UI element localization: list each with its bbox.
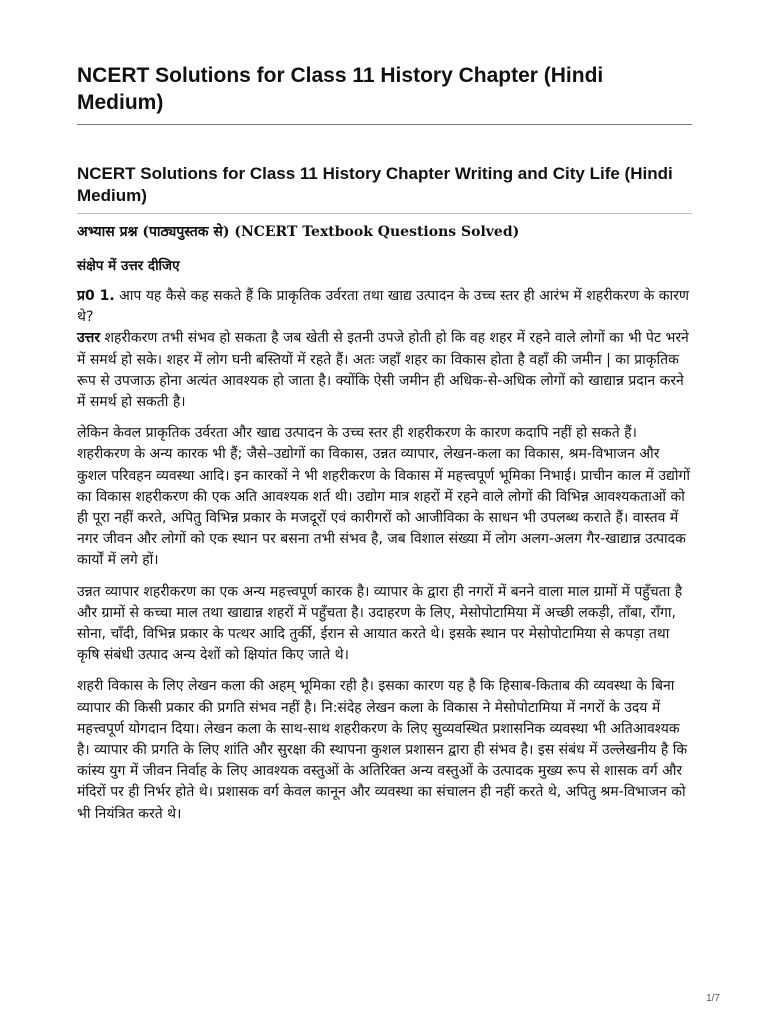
document-subtitle: NCERT Solutions for Class 11 History Chapter Writing and City Life (Hindi Medium) (77, 163, 692, 214)
exercise-heading: अभ्यास प्रश्न (पाठ्यपुस्तक से) (NCERT Textbook Questions Solved) (77, 224, 520, 240)
paragraph-2: लेकिन केवल प्राकृतिक उर्वरता और खाद्य उत्पादन के उच्च स्तर ही शहरीकरण के कारण कदापि नहीं हो सकते हैं। शहरीकरण के अन्य कारक भी हैं; जैसे–उद्योगों का विकास, उन्नत व्यापार, लेखन-कला का विकास, श्रम-विभाजन और कुशल परिवहन व्यवस्था आदि। इन कारकों ने भी शहरीकरण के विकास में महत्त्वपूर्ण भूमिका निभाई। प्राचीन काल में उद्योगों का विकास शहरीकरण की एक अति आवश्यक शर्त थी। उद्योग मात्र शहरों में रहने वाले लोगों की विभिन्न आवश्यकताओं को ही पूरा नहीं करते, अपितु विभिन्न प्रकार के मजदूरों एवं कारीगरों को आजीविका के साधन भी उपलब्ध कराते हैं। वास्तव में नगर जीवन और लोगों को एक स्थान पर बसना तभी संभव है, जब विशाल संख्या में लोग अलग-अलग गैर-खाद्यान्न उत्पादक कार्यों में लगे हों। (77, 425, 690, 569)
question-1 (77, 286, 692, 328)
question-label: प्र0 1. (77, 288, 115, 304)
paragraph-3: उन्नत व्यापार शहरीकरण का एक अन्य महत्त्वपूर्ण कारक है। व्यापार के द्वारा ही नगरों में बनने वाला माल ग्रामों में पहुँचता है और ग्रामों से कच्चा माल तथा खाद्यान्न शहरों में पहुँचता है। उदाहरण के लिए, मेसोपोटामिया में अच्छी लकड़ी, ताँबा, राँगा, सोना, चाँदी, विभिन्न प्रकार के पत्थर आदि तुर्की, ईरान से आयात करते थे। इसके स्थान पर मेसोपोटामिया से कपड़ा तथा कृषि संबंधी उत्पाद अन्य देशों को क्षियांत किए जाते थे। (77, 583, 683, 664)
answer-label: उत्तर (77, 330, 101, 347)
answer-paragraph (77, 328, 692, 413)
document-title: NCERT Solutions for Class 11 History Chapter (Hindi Medium) (77, 62, 692, 125)
document-page (77, 62, 692, 825)
question-text: आप यह कैसे कह सकते हैं कि प्राकृतिक उर्वरता तथा खाद्य उत्पादन के उच्च स्तर ही आरंभ में शहरीकरण के कारण थे? (77, 288, 690, 326)
answer-text: शहरीकरण तभी संभव हो सकता है जब खेती से इतनी उपजे होती हो कि वह शहर में रहने वाले लोगों का भी पेट भरने में समर्थ हो सके। शहर में लोग घनी बस्तियों में रहते हैं। अतः जहाँ शहर का विकास होता है वहाँ की जमीन | का प्राकृतिक रूप से उपजाऊ होना अत्यंत आवश्यक हो जाता है। क्योंकि ऐसी जमीन ही अधिक-से-अधिक लोगों को खाद्यान्न प्रदान करने में समर्थ हो सकती है। (77, 330, 689, 411)
section-heading: संक्षेप में उत्तर दीजिए (77, 258, 180, 274)
page-number: 1/7 (706, 993, 720, 1004)
paragraph-4: शहरी विकास के लिए लेखन कला की अहम् भूमिका रही है। इसका कारण यह है कि हिसाब-किताब की व्यवस्था के बिना व्यापार की किसी प्रकार की प्रगति संभव नहीं है। नि:संदेह लेखन कला के विकास ने मेसोपोटामिया में नगरों के उदय में महत्त्वपूर्ण योगदान दिया। लेखन कला के साथ-साथ शहरीकरण के लिए सुव्यवस्थित प्रशासनिक व्यवस्था भी अतिआवश्यक है। व्यापार की प्रगति के लिए शांति और सुरक्षा की स्थापना कुशल प्रशासन द्वारा ही संभव है। इस संबंध में उल्लेखनीय है कि कांस्य युग में जीवन निर्वाह के लिए आवश्यक वस्तुओं के अतिरिक्त अन्य वस्तुओं के उत्पादक मुख्य रूप से शासक वर्ग और मंदिरों पर ही निर्भर होते थे। प्रशासक वर्ग केवल कानून और व्यवस्था का संचालन ही नहीं करते थे, अपितु श्रम-विभाजन को भी नियंत्रित करते थे। (77, 678, 688, 822)
